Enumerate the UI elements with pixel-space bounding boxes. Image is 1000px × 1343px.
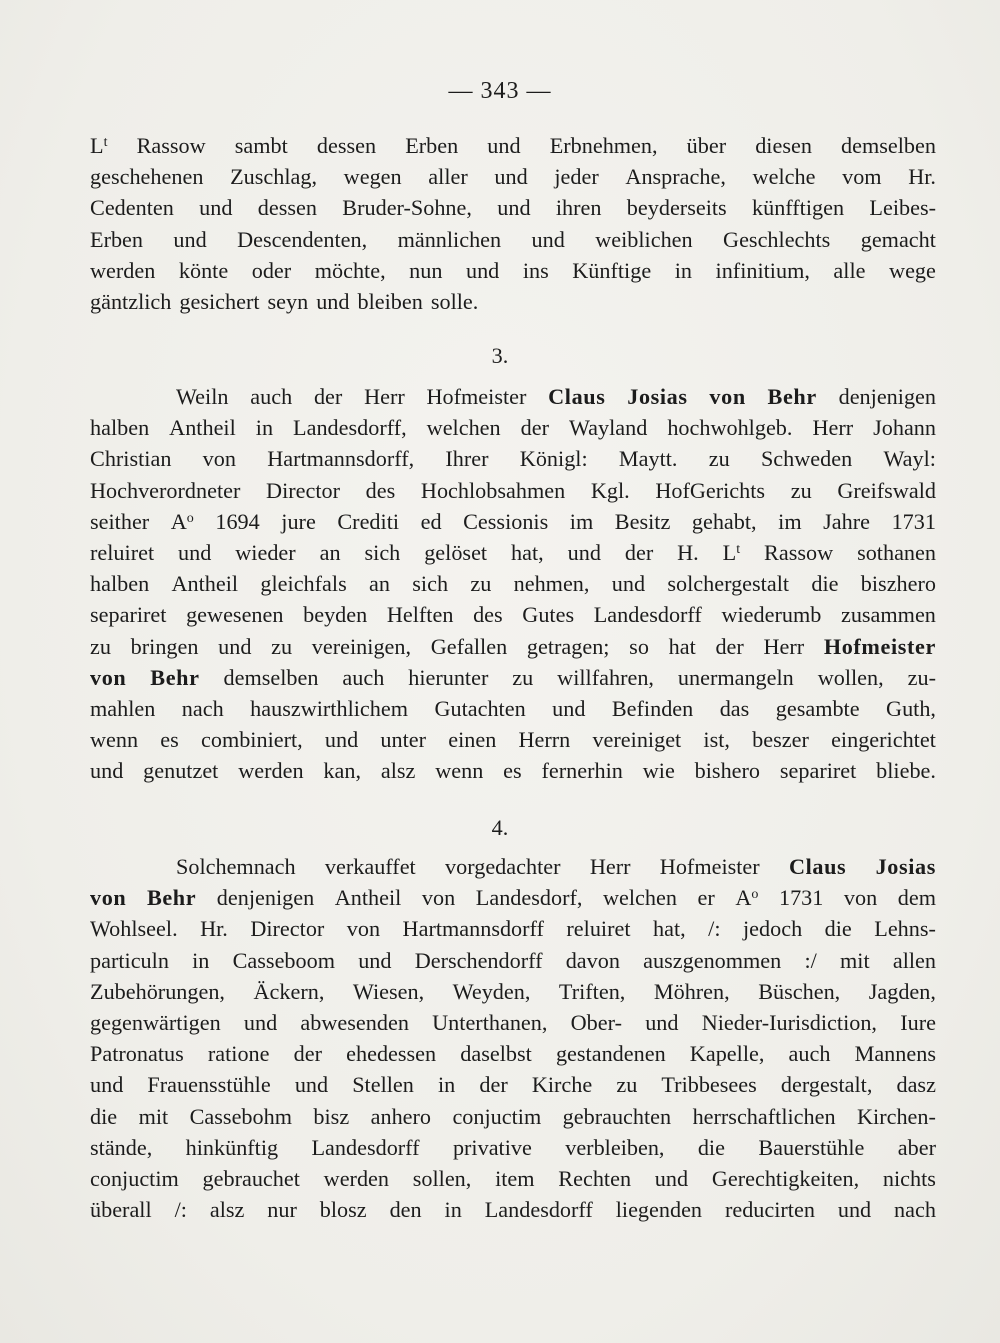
page-number: — 343 — bbox=[448, 78, 552, 104]
text-line: die mit Cassebohm bisz anhero conjuctim gebrauchten herrschaftlichen Kirchen- bbox=[90, 1103, 936, 1129]
text-line: von Behr denjenigen Antheil von Landesdorf, welchen er $A^o$ 1731 von dem bbox=[90, 885, 936, 911]
text-line: $L^t$ Rassow sambt dessen Erben und Erbnehmen, über diesen demselben bbox=[90, 133, 936, 158]
text-line: Erben und Descendenten, männlichen und weiblichen Geschlechts gemacht bbox=[90, 226, 936, 252]
text-line: werden könte oder möchte, nun und ins Künftige in infinitium, alle wege bbox=[90, 257, 936, 283]
text-line: reluiret und wieder an sich gelöset hat, und der H. $L^t$ Rassow sothanen bbox=[90, 539, 936, 565]
text-line: halben Antheil in Landesdorff, welchen der Wayland hochwohlgeb. Herr Johann bbox=[90, 415, 936, 441]
text-line: Solchemnach verkauffet vorgedachter Herr Hofmeister Claus Josias bbox=[176, 854, 936, 879]
text-line: und Frauensstühle und Stellen in der Kirche zu Tribbesees dergestalt, dasz bbox=[90, 1072, 936, 1098]
text-line: Zubehörungen, Äckern, Wiesen, Weyden, Triften, Möhren, Büschen, Jagden, bbox=[90, 978, 936, 1004]
text-line: Patronatus ratione der ehedessen daselbst gestandenen Kapelle, auch Mannens bbox=[90, 1041, 936, 1067]
text-line: Wohlseel. Hr. Director von Hartmannsdorff reluiret hat, /: jedoch die Lehns- bbox=[90, 916, 936, 942]
section-number-3: 3. bbox=[491, 343, 509, 368]
text-line: überall /: alsz nur blosz den in Landesdorff liegenden reducirten und nach bbox=[90, 1197, 936, 1223]
text-line: Cedenten und dessen Bruder-Sohne, und ihren beyderseits künfftigen Leibes- bbox=[90, 195, 936, 221]
text-line: und genutzet werden kan, alsz wenn es fernerhin wie bishero separiret bliebe. bbox=[90, 758, 936, 784]
text-line: zu bringen und zu vereinigen, Gefallen getragen; so hat der Herr Hofmeister bbox=[90, 633, 936, 659]
text-line: von Behr demselben auch hierunter zu willfahren, unermangeln wollen, zu- bbox=[90, 664, 936, 690]
text-line: gäntzlich gesichert seyn und bleiben solle. bbox=[90, 288, 479, 314]
text-line: Hochverordneter Director des Hochlobsahmen Kgl. HofGerichts zu Greifswald bbox=[90, 477, 936, 503]
text-line: halben Antheil gleichfals an sich zu nehmen, und solchergestalt die biszhero bbox=[90, 571, 936, 597]
text-line: separiret gewesenen beyden Helften des Gutes Landesdorff wiederumb zusammen bbox=[90, 602, 936, 628]
text-line: conjuctim gebrauchet werden sollen, item Rechten und Gerechtigkeiten, nichts bbox=[90, 1165, 936, 1191]
text-line: stände, hinkünftig Landesdorff privative verbleiben, die Bauerstühle aber bbox=[90, 1134, 936, 1160]
section-number-4: 4. bbox=[491, 815, 509, 840]
paragraph-section-3 bbox=[90, 381, 936, 786]
text-line: Christian von Hartmannsdorff, Ihrer Königl: Maytt. zu Schweden Wayl: bbox=[90, 446, 936, 472]
text-line: geschehenen Zuschlag, wegen aller und jeder Ansprache, welche vom Hr. bbox=[90, 164, 936, 190]
text-line: mahlen nach hauszwirthlichem Gutachten und Befinden das gesambte Guth, bbox=[90, 695, 936, 721]
text-line: seither $A^o$ 1694 jure Crediti ed Cessionis im Besitz gehabt, im Jahre 1731 bbox=[90, 508, 936, 534]
text-line: gegenwärtigen und abwesenden Unterthanen, Ober- und Nieder-Iurisdiction, Iure bbox=[90, 1009, 936, 1035]
text-line: Weiln auch der Herr Hofmeister Claus Josias von Behr denjenigen bbox=[176, 384, 936, 409]
text-line: wenn es combiniert, und unter einen Herrn vereiniget ist, beszer eingerichtet bbox=[90, 727, 936, 753]
text-line: particuln in Casseboom und Derschendorff davon auszgenommen :/ mit allen bbox=[90, 947, 936, 973]
paragraph-section-4 bbox=[90, 851, 936, 1225]
paragraph-continuation bbox=[90, 130, 936, 317]
